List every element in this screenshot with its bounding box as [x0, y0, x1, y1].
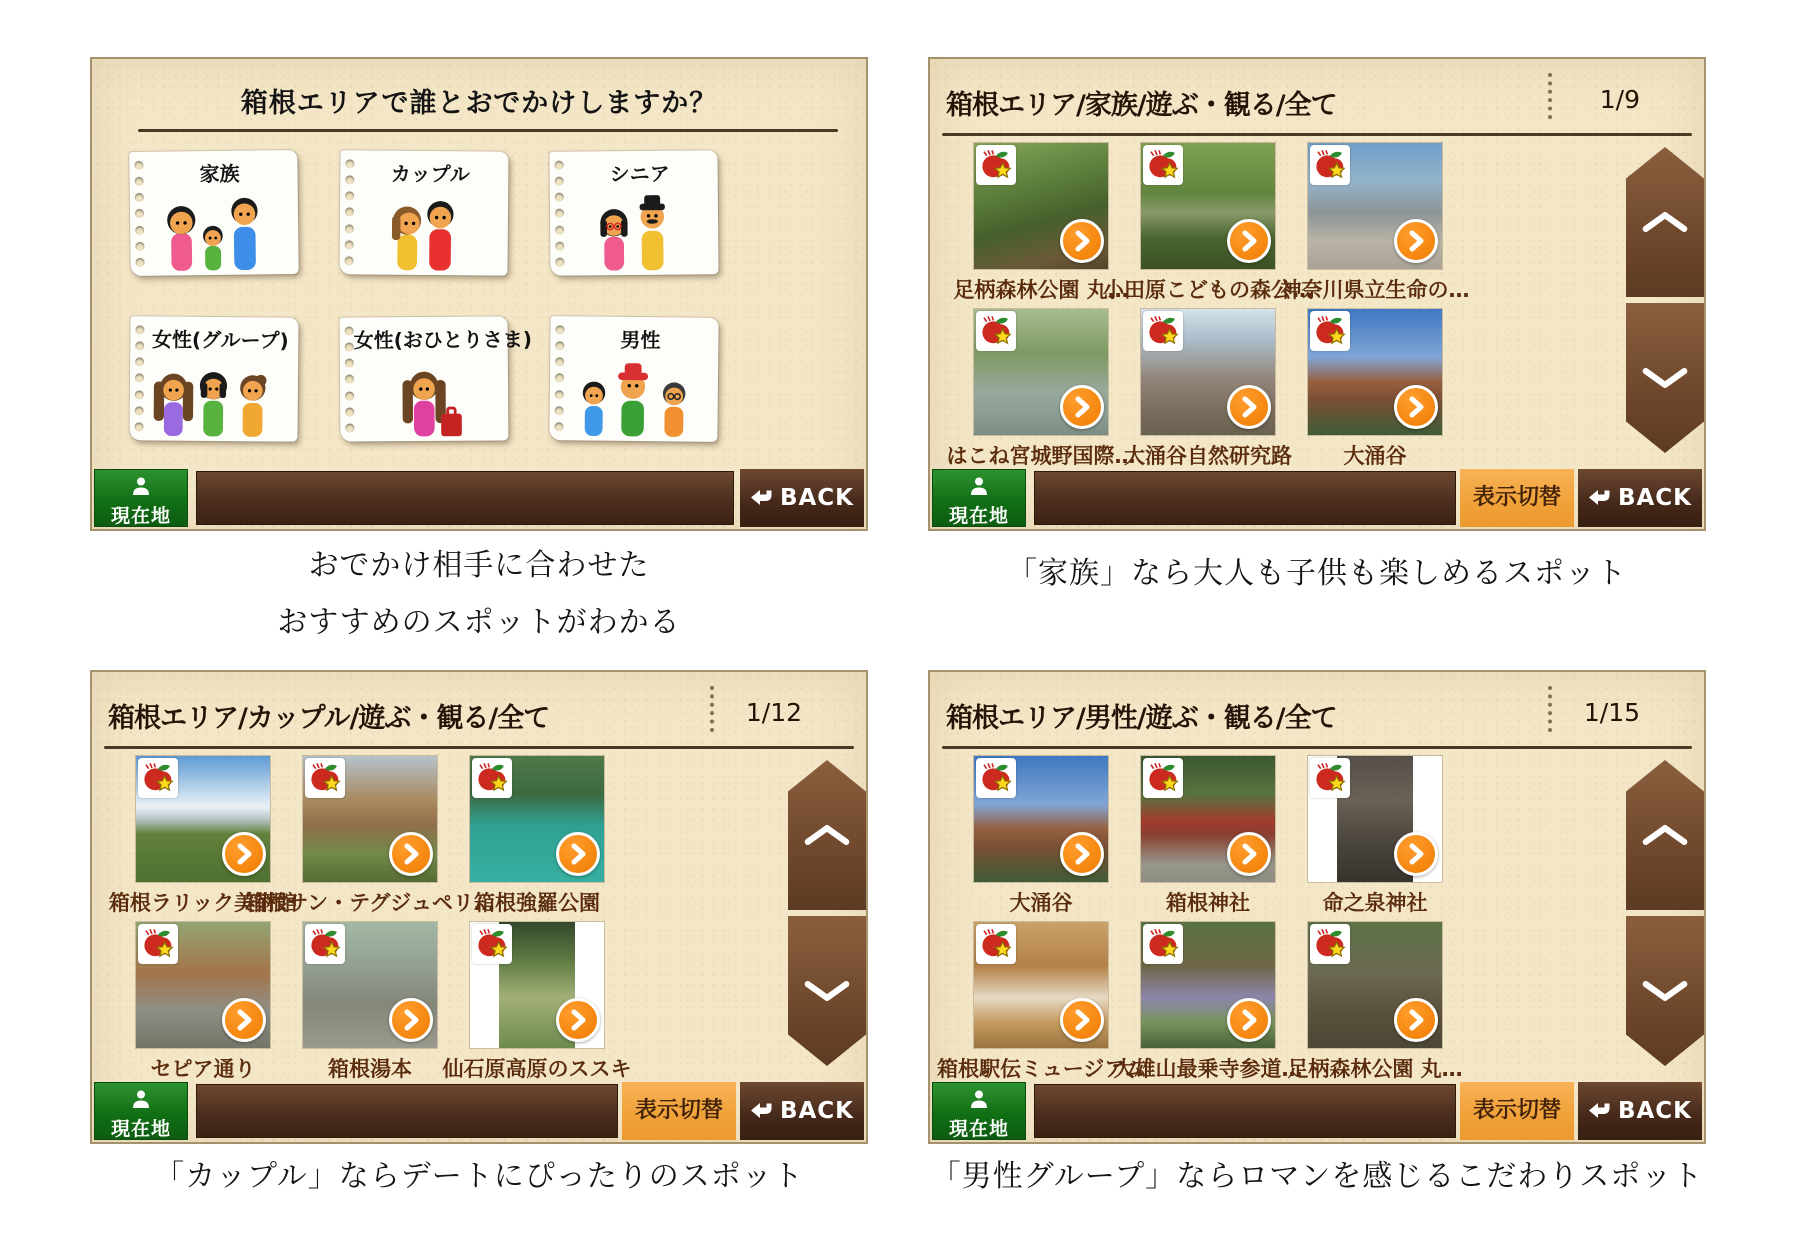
- spot-thumb[interactable]: [1141, 756, 1275, 882]
- display-toggle-button[interactable]: 表示切替: [1460, 469, 1574, 527]
- chevron-right-icon[interactable]: [222, 998, 266, 1042]
- spot-label: 大涌谷自然研究路: [1124, 444, 1292, 468]
- card-men[interactable]: [549, 316, 718, 442]
- spot-thumb[interactable]: [1141, 309, 1275, 435]
- apple-star-badge: [1310, 145, 1350, 185]
- person-icon: [131, 476, 151, 496]
- footer-filler-bar: [196, 1084, 618, 1138]
- card-label: 女性(おひとりさま): [353, 327, 533, 353]
- scroll-column: [1626, 147, 1704, 453]
- card-couple[interactable]: [339, 150, 508, 275]
- footer-filler-bar: [1034, 1084, 1456, 1138]
- spot-thumb[interactable]: [470, 922, 604, 1048]
- spot-thumb[interactable]: [1308, 922, 1442, 1048]
- chevron-right-icon[interactable]: [389, 832, 433, 876]
- apple-star-badge: [976, 924, 1016, 964]
- undo-arrow-icon: [750, 1102, 774, 1121]
- spot-label: セピア通り: [150, 1057, 256, 1081]
- spot-thumb[interactable]: [974, 143, 1108, 269]
- spot-item[interactable]: [1280, 143, 1470, 303]
- spot-item[interactable]: [303, 922, 437, 1082]
- spot-thumb[interactable]: [1308, 756, 1442, 882]
- card-woman-solo[interactable]: [340, 316, 533, 441]
- chevron-right-icon[interactable]: [1060, 998, 1104, 1042]
- chevron-right-icon[interactable]: [1227, 385, 1271, 429]
- chevron-up-icon: [797, 818, 857, 852]
- header-rule: [942, 746, 1692, 749]
- current-location-button[interactable]: 現在地: [94, 469, 188, 527]
- spot-label: 箱根駅伝ミュージアム: [937, 1057, 1145, 1081]
- apple-star-badge: [1310, 924, 1350, 964]
- chevron-right-icon[interactable]: [1394, 832, 1438, 876]
- footer-filler-bar: [1034, 471, 1456, 525]
- chevron-right-icon[interactable]: [1227, 219, 1271, 263]
- spot-label: 足柄森林公園 丸…: [1287, 1057, 1463, 1081]
- spot-thumb[interactable]: [974, 922, 1108, 1048]
- card-label: 女性(グループ): [151, 327, 289, 353]
- apple-star-badge: [138, 758, 178, 798]
- apple-star-badge: [976, 758, 1016, 798]
- senior-illustration: [559, 189, 710, 272]
- panel-couple: [90, 670, 868, 1144]
- family-illustration: [139, 189, 290, 273]
- chevron-up-icon: [1635, 818, 1695, 852]
- spot-label: 箱根ラリック美術館: [108, 891, 298, 915]
- apple-star-badge: [305, 924, 345, 964]
- scroll-down-button[interactable]: [788, 916, 866, 1066]
- panel-family: [928, 57, 1706, 531]
- chevron-right-icon[interactable]: [1394, 219, 1438, 263]
- chevron-up-icon: [1635, 205, 1695, 239]
- chevron-right-icon[interactable]: [1060, 385, 1104, 429]
- spot-label: 箱根強羅公園: [474, 891, 600, 915]
- spot-item[interactable]: [136, 922, 270, 1082]
- chevron-right-icon[interactable]: [389, 998, 433, 1042]
- spot-label: 大涌谷: [1343, 444, 1407, 468]
- spot-item[interactable]: [937, 922, 1145, 1082]
- panel-title: 箱根エリアで誰とおでかけしますか？: [240, 88, 718, 119]
- spot-item[interactable]: [1308, 756, 1442, 916]
- spot-item[interactable]: [442, 922, 632, 1082]
- apple-star-badge: [1310, 758, 1350, 798]
- back-button[interactable]: BACK: [740, 469, 864, 527]
- breadcrumb: 箱根エリア/男性/遊ぶ・観る/全て: [946, 703, 1337, 734]
- spot-thumb[interactable]: [974, 309, 1108, 435]
- spot-item[interactable]: [1113, 922, 1303, 1082]
- page-indicator: 1/15: [1583, 698, 1640, 727]
- current-location-button[interactable]: 現在地: [932, 469, 1026, 527]
- spot-thumb[interactable]: [136, 922, 270, 1048]
- header-rule: [104, 746, 854, 749]
- spot-item[interactable]: [1103, 143, 1313, 303]
- breadcrumb: 箱根エリア/カップル/遊ぶ・観る/全て: [108, 703, 550, 734]
- card-label: 男性: [620, 327, 661, 353]
- page-indicator: 1/12: [745, 698, 802, 727]
- spot-label: 小田原こどもの森公…: [1103, 278, 1313, 302]
- apple-star-badge: [1143, 924, 1183, 964]
- header-divider: [1548, 686, 1552, 732]
- card-senior[interactable]: [549, 150, 718, 275]
- undo-arrow-icon: [1588, 1102, 1612, 1121]
- scroll-down-button[interactable]: [1626, 916, 1704, 1066]
- spot-thumb[interactable]: [1141, 922, 1275, 1048]
- chevron-down-icon: [1635, 361, 1695, 395]
- spot-item[interactable]: [245, 756, 495, 916]
- apple-star-badge: [976, 145, 1016, 185]
- chevron-right-icon[interactable]: [1394, 998, 1438, 1042]
- header-divider: [1548, 73, 1552, 119]
- spot-thumb[interactable]: [1308, 143, 1442, 269]
- couple-illustration: [348, 189, 499, 272]
- card-women-group[interactable]: [129, 316, 298, 441]
- scroll-column: [788, 760, 866, 1066]
- display-toggle-button[interactable]: 表示切替: [1460, 1082, 1574, 1140]
- apple-star-badge: [976, 311, 1016, 351]
- spot-thumb[interactable]: [1141, 143, 1275, 269]
- spot-label: 足柄森林公園 丸…: [953, 278, 1129, 302]
- chevron-right-icon[interactable]: [222, 832, 266, 876]
- panel-men: [928, 670, 1706, 1144]
- current-location-button[interactable]: 現在地: [932, 1082, 1026, 1140]
- person-icon: [969, 476, 989, 496]
- spot-item[interactable]: [1141, 756, 1275, 916]
- scroll-up-button[interactable]: [1626, 147, 1704, 297]
- spot-label: 箱根サン・テグジュペリ…: [245, 891, 495, 915]
- undo-arrow-icon: [1588, 489, 1612, 508]
- spot-label: 大雄山最乗寺参道…: [1113, 1057, 1303, 1081]
- chevron-right-icon[interactable]: [1060, 219, 1104, 263]
- header-divider: [710, 686, 714, 732]
- current-location-button[interactable]: 現在地: [94, 1082, 188, 1140]
- scroll-column: [1626, 760, 1704, 1066]
- card-family[interactable]: [129, 150, 299, 276]
- chevron-right-icon[interactable]: [556, 832, 600, 876]
- person-icon: [131, 1089, 151, 1109]
- spot-label: はこね宮城野国際…: [946, 444, 1136, 468]
- spot-thumb[interactable]: [470, 756, 604, 882]
- spot-thumb[interactable]: [1308, 309, 1442, 435]
- caption-family: 「家族」なら大人も子供も楽しめるスポット: [1007, 556, 1627, 591]
- apple-star-badge: [138, 924, 178, 964]
- apple-star-badge: [472, 758, 512, 798]
- spot-item[interactable]: [1308, 309, 1442, 469]
- spot-label: 箱根神社: [1166, 891, 1250, 915]
- spot-item[interactable]: [946, 309, 1136, 469]
- chevron-right-icon[interactable]: [1060, 832, 1104, 876]
- spot-thumb[interactable]: [303, 922, 437, 1048]
- scroll-up-button[interactable]: [788, 760, 866, 910]
- scroll-down-button[interactable]: [1626, 303, 1704, 453]
- spot-item[interactable]: [953, 143, 1129, 303]
- chevron-down-icon: [797, 974, 857, 1008]
- card-label: 家族: [199, 161, 240, 187]
- woman-solo-illustration: [349, 355, 500, 438]
- spot-label: 箱根湯本: [328, 1057, 412, 1081]
- caption-select-line2: おすすめのスポットがわかる: [277, 605, 681, 640]
- chevron-right-icon[interactable]: [1227, 832, 1271, 876]
- spot-thumb[interactable]: [974, 756, 1108, 882]
- person-icon: [969, 1089, 989, 1109]
- spot-item[interactable]: [974, 756, 1108, 916]
- spot-item[interactable]: [1287, 922, 1463, 1082]
- spot-label: 仙石原高原のススキ: [442, 1057, 632, 1081]
- spot-thumb[interactable]: [303, 756, 437, 882]
- chevron-right-icon[interactable]: [1394, 385, 1438, 429]
- apple-star-badge: [472, 924, 512, 964]
- spot-item[interactable]: [1124, 309, 1292, 469]
- caption-men: 「男性グループ」ならロマンを感じるこだわりスポット: [930, 1159, 1704, 1194]
- undo-arrow-icon: [750, 489, 774, 508]
- chevron-right-icon[interactable]: [1227, 998, 1271, 1042]
- women-group-illustration: [138, 355, 289, 438]
- spot-label: 大涌谷: [1009, 891, 1073, 915]
- card-label: カップル: [390, 161, 470, 187]
- apple-star-badge: [1143, 145, 1183, 185]
- spot-label: 神奈川県立生命の…: [1280, 278, 1470, 302]
- panel-select: [90, 57, 868, 531]
- chevron-right-icon[interactable]: [556, 998, 600, 1042]
- scroll-up-button[interactable]: [1626, 760, 1704, 910]
- men-illustration: [558, 355, 709, 439]
- footer-filler-bar: [196, 471, 734, 525]
- spot-thumb[interactable]: [136, 756, 270, 882]
- caption-select-line1: おでかけ相手に合わせた: [308, 548, 650, 583]
- chevron-down-icon: [1635, 974, 1695, 1008]
- caption-couple: 「カップル」ならデートにぴったりのスポット: [154, 1159, 804, 1194]
- display-toggle-button[interactable]: 表示切替: [622, 1082, 736, 1140]
- header-rule: [942, 133, 1692, 136]
- apple-star-badge: [305, 758, 345, 798]
- page-indicator: 1/9: [1599, 85, 1640, 114]
- back-button[interactable]: BACK: [1578, 1082, 1702, 1140]
- breadcrumb: 箱根エリア/家族/遊ぶ・観る/全て: [946, 90, 1337, 121]
- apple-star-badge: [1143, 311, 1183, 351]
- spot-item[interactable]: [470, 756, 604, 916]
- back-button[interactable]: BACK: [1578, 469, 1702, 527]
- card-label: シニア: [609, 161, 670, 187]
- apple-star-badge: [1143, 758, 1183, 798]
- back-button[interactable]: BACK: [740, 1082, 864, 1140]
- spot-label: 命之泉神社: [1322, 891, 1428, 915]
- apple-star-badge: [1310, 311, 1350, 351]
- title-divider: [138, 129, 838, 132]
